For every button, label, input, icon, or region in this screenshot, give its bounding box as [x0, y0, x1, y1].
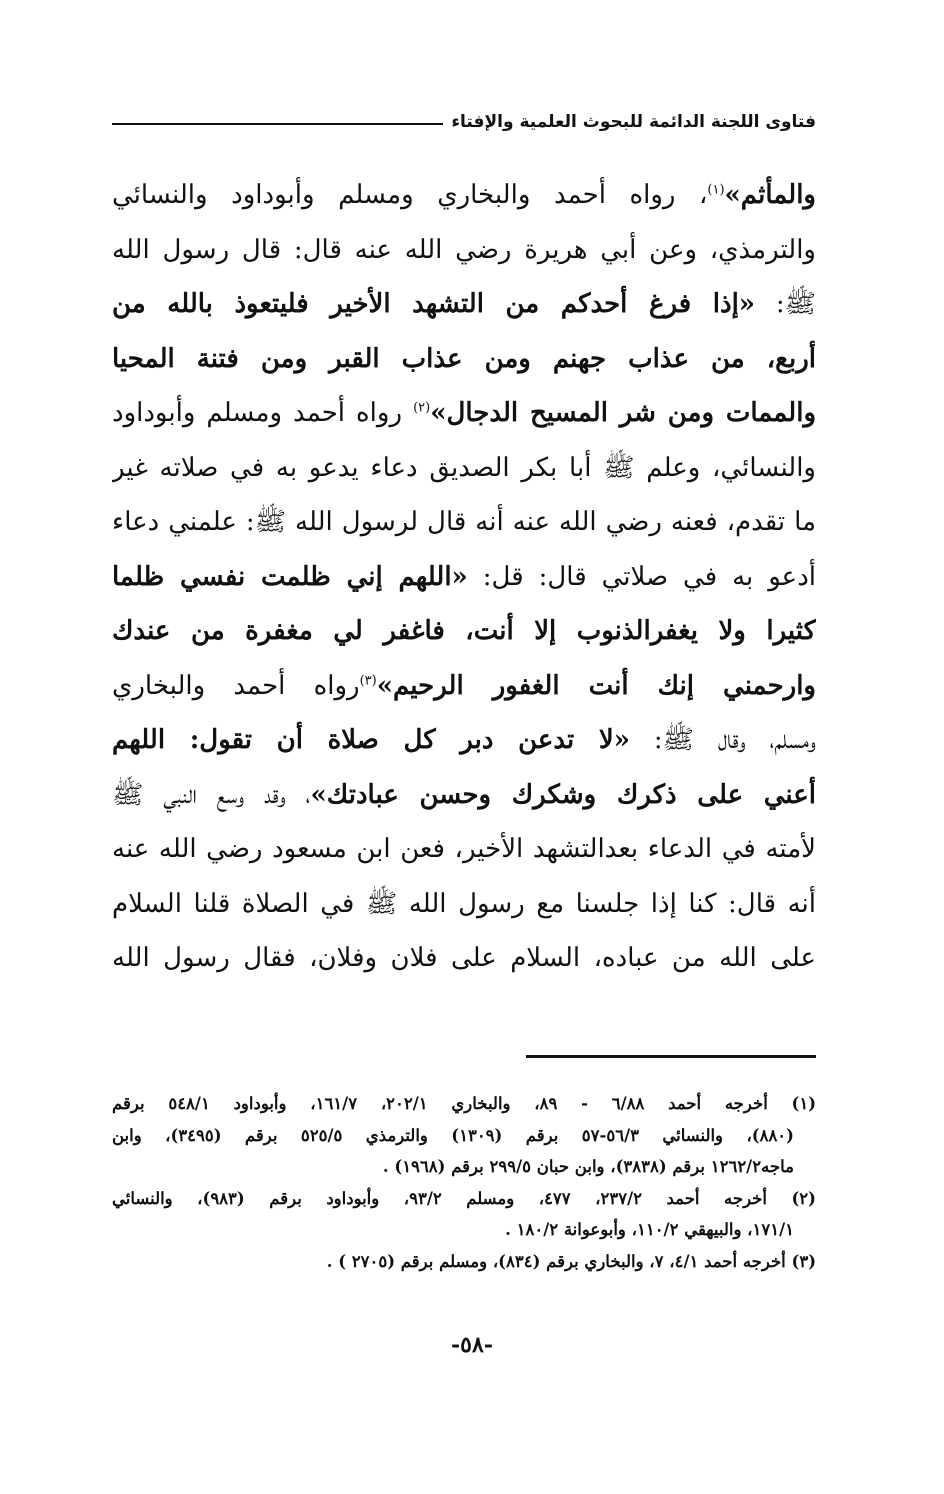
footnotes: [112, 1088, 816, 1277]
header-rule: [112, 123, 443, 125]
footnote-line: ماجه١٢٦٢/٢ برقم (٣٨٣٨)، وابن حبان ٢٩٩/٥ برقم (١٩٦٨) .: [382, 1157, 794, 1176]
text-line: والترمذي، وعن أبي هريرة رضي الله عنه قال: قال رسول الله: [112, 234, 816, 265]
text-line: والممات ومن شر المسيح الدجال»$^{(٢)}$ رواه أحمد ومسلم وأبوداود: [112, 398, 816, 428]
running-header: [112, 112, 816, 132]
text-line: أنه قال: كنا إذا جلسنا مع رسول الله ﷺ في الصلاة قلنا السلام: [112, 888, 816, 919]
footnote-separator: [526, 1055, 816, 1058]
footnote-ref: (١): [707, 182, 725, 198]
text-line: أعني على ذكرك وشكرك وحسن عبادتك»، وقد وسع النبي ﷺ: [112, 779, 816, 810]
footnote-ref: (٢): [413, 400, 431, 416]
footnote-line: ١٧١/١، والبيهقي ١١٠/٢، وأبوعوانة ١٨٠/٢ .: [505, 1220, 794, 1239]
text-line: والنسائي، وعلم ﷺ أبا بكر الصديق دعاء يدعو به في صلاته غير: [112, 452, 816, 483]
header-title: فتاوى اللجنة الدائمة للبحوث العلمية والإفتاء: [451, 112, 816, 132]
footnote-line: (٣) أخرجه أحمد ٤/١، ٧، والبخاري برقم (٨٣٤)، ومسلم برقم (٢٧٠٥ ) .: [326, 1251, 816, 1271]
footnote-line: (١) أخرجه أحمد ٦/٨٨ - ٨٩، والبخاري ٢٠٢/١، ١٦١/٧، وأبوداود ٥٤٨/١ برقم: [112, 1094, 816, 1113]
text-line: لأمته في الدعاء بعدالتشهد الأخير، فعن ابن مسعود رضي الله عنه: [112, 834, 816, 864]
footnote-ref: (٣): [359, 672, 377, 688]
text-line: كثيرا ولا يغفرالذنوب إلا أنت، فاغفر لي مغفرة من عندك: [112, 616, 816, 646]
text-line: والمأثم»$^{(١)}$، رواه أحمد والبخاري ومسلم وأبوداود والنسائي: [112, 180, 816, 210]
text-line: وارحمني إنك أنت الغفور الرحيم»$^{(٣)}$رواه أحمد والبخاري: [112, 670, 816, 701]
footnote-line: (٢) أخرجه أحمد ٢٣٧/٢، ٤٧٧، ومسلم ٩٣/٢، وأبوداود برقم (٩٨٣)، والنسائي: [112, 1188, 816, 1208]
text-line: على الله من عباده، السلام على فلان وفلان، فقال رسول الله: [112, 943, 816, 973]
text-line: أربع، من عذاب جهنم ومن عذاب القبر ومن فتنة المحيا: [112, 343, 816, 374]
text-line: ما تقدم، فعنه رضي الله عنه أنه قال لرسول الله ﷺ: علمني دعاء: [112, 507, 816, 537]
main-text: [112, 168, 816, 986]
page-number: -٥٨-: [451, 1332, 493, 1358]
text-line: أدعو به في صلاتي قال: قل: «اللهم إني ظلمت نفسي ظلما: [112, 561, 816, 592]
text-line: ﷺ: «إذا فرغ أحدكم من التشهد الأخير فليتعوذ بالله من: [112, 289, 816, 319]
text-line: ومسلم، وقال ﷺ: «لا تدعن دبر كل صلاة أن تقول: اللهم: [112, 725, 816, 755]
footnote-line: (٨٨٠)، والنسائي ٥٦/٣-٥٧ برقم (١٣٠٩) والترمذي ٥٢٥/٥ برقم (٣٤٩٥)، وابن: [112, 1125, 794, 1145]
